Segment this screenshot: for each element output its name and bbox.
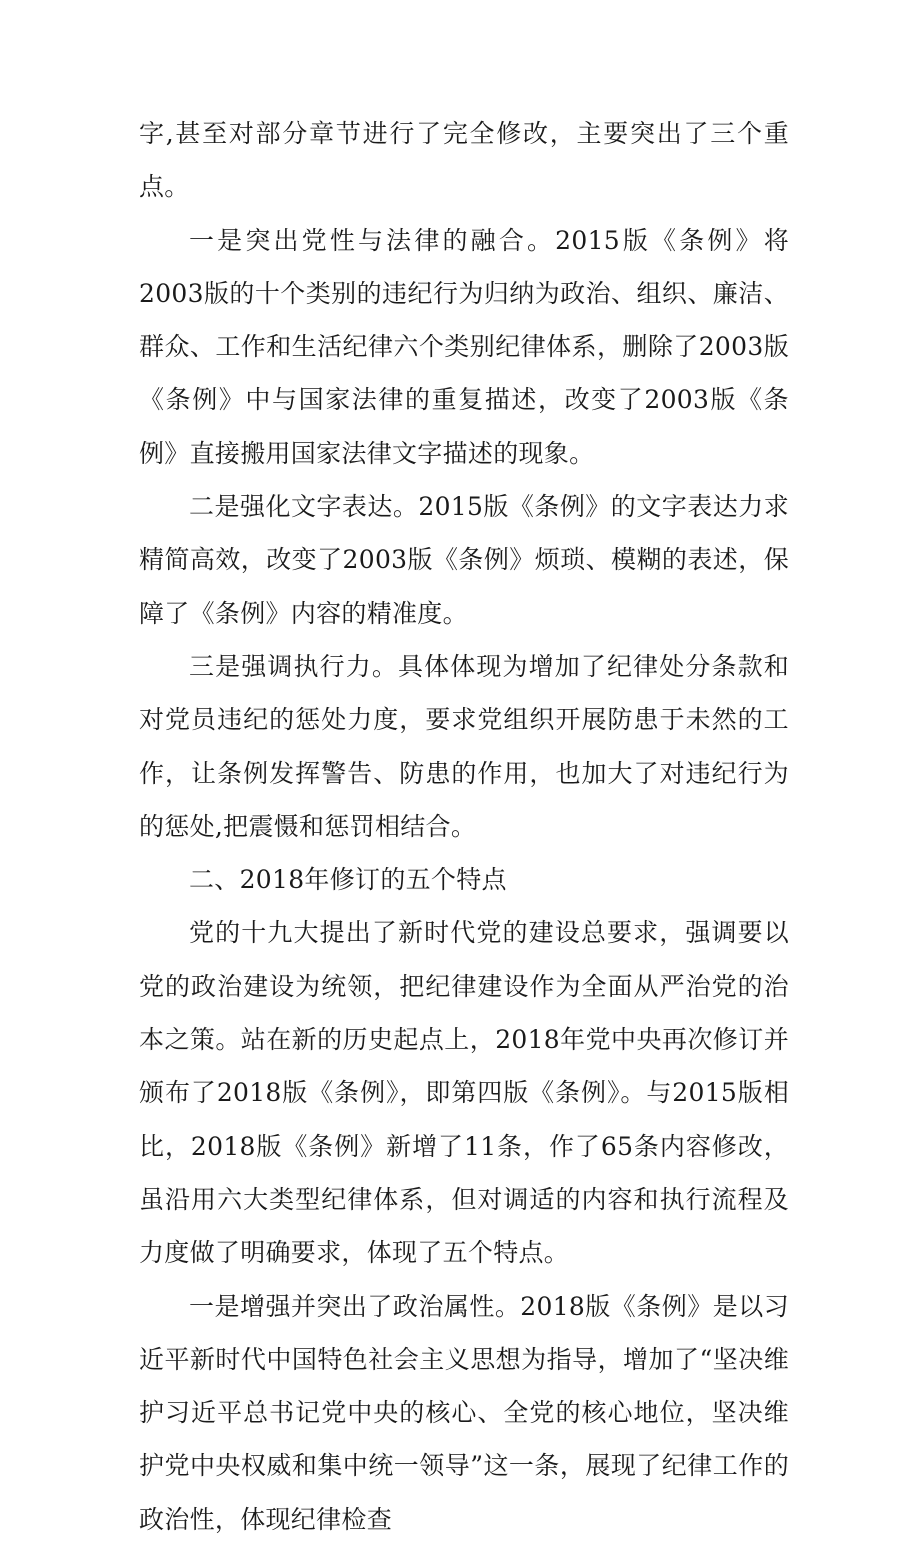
paragraph-2018-point-one: 一是增强并突出了政治属性。2018版《条例》是以习近平新时代中国特色社会主义思想为指导，增加了“坚决维护习近平总书记党中央的核心、全党的核心地位，坚决维护党中央权威和集中统一领导”这一条，展现了纪律工作的政治性，体现纪律检查 [139,1291,789,1534]
paragraph-point-one-party-law: 一是突出党性与法律的融合。2015版《条例》将2003版的十个类别的违纪行为归纳为政治、组织、廉洁、群众、工作和生活纪律六个类别纪律体系，删除了2003版《条例》中与国家法律的重复描述，改变了2003版《条例》直接搬用国家法律文字描述的现象。 [139,225,789,468]
document-body [139,107,789,1546]
paragraph-point-three-enforcement: 三是强调执行力。具体体现为增加了纪律处分条款和对党员违纪的惩处力度，要求党组织开展防患于未然的工作，让条例发挥警告、防患的作用，也加大了对违纪行为的惩处,把震慑和惩罚相结合。 [139,651,789,841]
paragraph-point-two-text-expression: 二是强化文字表达。2015版《条例》的文字表达力求精简高效，改变了2003版《条例》烦琐、模糊的表述，保障了《条例》内容的精准度。 [139,492,789,628]
paragraph-continuation: 字,甚至对部分章节进行了完全修改，主要突出了三个重点。 [139,119,789,202]
paragraph-2018-overview: 党的十九大提出了新时代党的建设总要求，强调要以党的政治建设为统领，把纪律建设作为全面从严治党的治本之策。站在新的历史起点上，2018年党中央再次修订并颁布了2018版《条例》，即第四版《条例》。与2015版相比，2018版《条例》新增了11条，作了65条内容修改，虽沿用六大类型纪律体系，但对调适的内容和执行流程及力度做了明确要求，体现了五个特点。 [139,918,789,1268]
section-heading-2018: 二、2018年修订的五个特点 [189,865,507,895]
